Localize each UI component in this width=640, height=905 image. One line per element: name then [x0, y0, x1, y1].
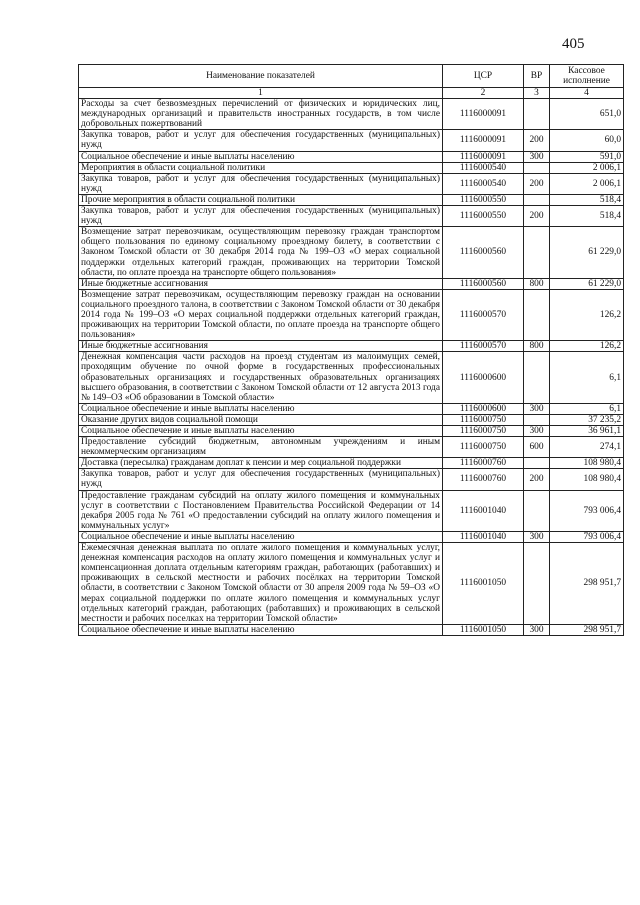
table-row	[79, 414, 624, 425]
row-amount: 61 229,0	[550, 227, 624, 278]
table-row	[79, 206, 624, 227]
row-amount: 108 980,4	[550, 458, 624, 469]
row-amount: 793 006,4	[550, 531, 624, 542]
header-csr: ЦСР	[443, 65, 524, 88]
header-row	[79, 65, 624, 88]
table-row	[79, 469, 624, 490]
row-vr	[524, 99, 550, 130]
row-vr	[524, 458, 550, 469]
budget-table	[78, 64, 624, 636]
table-row	[79, 624, 624, 635]
row-csr: 1116000540	[443, 173, 524, 194]
table-row	[79, 352, 624, 403]
row-name: Социальное обеспечение и иные выплаты населению	[79, 624, 443, 635]
row-name: Предоставление субсидий бюджетным, автономным учреждениям и иным некоммерческим организациям	[79, 437, 443, 458]
header-amount: Кассовое исполнение	[550, 65, 624, 88]
row-csr: 1116000091	[443, 151, 524, 162]
index-row	[79, 88, 624, 99]
row-csr: 1116000760	[443, 469, 524, 490]
row-amount: 274,1	[550, 437, 624, 458]
row-vr: 300	[524, 531, 550, 542]
row-csr: 1116001050	[443, 543, 524, 625]
row-amount: 126,2	[550, 289, 624, 340]
header-vr: ВР	[524, 65, 550, 88]
row-name: Социальное обеспечение и иные выплаты населению	[79, 151, 443, 162]
table-row	[79, 341, 624, 352]
table-row	[79, 278, 624, 289]
row-vr	[524, 289, 550, 340]
table-row	[79, 458, 624, 469]
row-vr: 200	[524, 206, 550, 227]
row-name: Денежная компенсация части расходов на проезд студентам из малоимущих семей, проходящим обучение по очной форме в государственных профессиональных образовательных организациях и государственных образовательных организациях высшего образования, в соответствии с Законом Томской области от 12 августа 2013 года № 149–ОЗ «Об образовании в Томской области»	[79, 352, 443, 403]
row-name: Закупка товаров, работ и услуг для обеспечения государственных (муниципальных) нужд	[79, 130, 443, 151]
row-name: Предоставление гражданам субсидий на оплату жилого помещения и коммунальных услуг в соответствии с Постановлением Правительства Российской Федерации от 14 декабря 2005 года № 761 «О предоставлении субсидий на оплату жилого помещения и коммунальных услуг»	[79, 490, 443, 531]
index-name: 1	[79, 88, 443, 99]
row-csr: 1116000600	[443, 352, 524, 403]
row-name: Мероприятия в области социальной политики	[79, 162, 443, 173]
row-vr: 300	[524, 151, 550, 162]
header-name: Наименование показателей	[79, 65, 443, 88]
row-csr: 1116000750	[443, 414, 524, 425]
row-amount: 60,0	[550, 130, 624, 151]
row-name: Закупка товаров, работ и услуг для обеспечения государственных (муниципальных) нужд	[79, 173, 443, 194]
row-amount: 793 006,4	[550, 490, 624, 531]
row-vr	[524, 490, 550, 531]
row-vr: 200	[524, 130, 550, 151]
row-amount: 518,4	[550, 206, 624, 227]
table-row	[79, 437, 624, 458]
row-vr: 300	[524, 624, 550, 635]
table-row	[79, 227, 624, 278]
row-name: Социальное обеспечение и иные выплаты населению	[79, 531, 443, 542]
row-vr	[524, 227, 550, 278]
row-csr: 1116000560	[443, 278, 524, 289]
row-amount: 6,1	[550, 403, 624, 414]
table-row	[79, 289, 624, 340]
page-number: 405	[562, 36, 585, 52]
row-amount: 298 951,7	[550, 543, 624, 625]
row-name: Возмещение затрат перевозчикам, осуществляющим перевозку граждан транспортом общего пользования по единому социальному проездному билету, в соответствии с Законом Томской области от 30 декабря 2014 года № 199–ОЗ «О мерах социальной поддержки отдельных категорий граждан, проживающих на территории Томской области, по оплате проезда на транспорте общего пользования»	[79, 227, 443, 278]
row-vr: 800	[524, 341, 550, 352]
row-vr	[524, 162, 550, 173]
row-csr: 1116000570	[443, 289, 524, 340]
row-amount: 591,0	[550, 151, 624, 162]
row-vr: 200	[524, 173, 550, 194]
row-name: Ежемесячная денежная выплата по оплате жилого помещения и коммунальных услуг, денежная компенсация расходов на оплату жилого помещения и коммунальных услуг и компенсационная доплата отдельным категориям граждан, работающих (работавших) и проживающих в сельской местности и рабочих посёлках на территории Томской области, в соответствии с Законом Томской области от 30 апреля 2009 года № 59–ОЗ «О мерах социальной поддержки по оплате жилого помещения и коммунальных услуг отдельных категорий граждан, работающих (работавших) и проживающих в сельской местности и рабочих поселках на территории Томской области»	[79, 543, 443, 625]
row-csr: 1116000750	[443, 437, 524, 458]
row-name: Закупка товаров, работ и услуг для обеспечения государственных (муниципальных) нужд	[79, 469, 443, 490]
table-row	[79, 194, 624, 205]
row-name: Социальное обеспечение и иные выплаты населению	[79, 426, 443, 437]
table-row	[79, 426, 624, 437]
row-csr: 1116000760	[443, 458, 524, 469]
row-amount: 126,2	[550, 341, 624, 352]
row-name: Доставка (пересылка) гражданам доплат к пенсии и мер социальной поддержки	[79, 458, 443, 469]
table-row	[79, 151, 624, 162]
row-amount: 6,1	[550, 352, 624, 403]
table-row	[79, 162, 624, 173]
table-row	[79, 130, 624, 151]
row-name: Прочие мероприятия в области социальной политики	[79, 194, 443, 205]
row-vr	[524, 194, 550, 205]
row-csr: 1116000560	[443, 227, 524, 278]
row-name: Иные бюджетные ассигнования	[79, 278, 443, 289]
row-amount: 108 980,4	[550, 469, 624, 490]
table-row	[79, 173, 624, 194]
row-amount: 651,0	[550, 99, 624, 130]
row-name: Иные бюджетные ассигнования	[79, 341, 443, 352]
row-amount: 36 961,1	[550, 426, 624, 437]
index-amount: 4	[550, 88, 624, 99]
index-vr: 3	[524, 88, 550, 99]
row-vr	[524, 543, 550, 625]
row-vr: 300	[524, 403, 550, 414]
row-csr: 1116000750	[443, 426, 524, 437]
table-row	[79, 403, 624, 414]
row-csr: 1116001050	[443, 624, 524, 635]
row-name: Социальное обеспечение и иные выплаты населению	[79, 403, 443, 414]
row-amount: 518,4	[550, 194, 624, 205]
row-vr: 200	[524, 469, 550, 490]
row-name: Оказание других видов социальной помощи	[79, 414, 443, 425]
table-body	[79, 99, 624, 636]
row-amount: 298 951,7	[550, 624, 624, 635]
row-vr: 600	[524, 437, 550, 458]
row-name: Закупка товаров, работ и услуг для обеспечения государственных (муниципальных) нужд	[79, 206, 443, 227]
row-csr: 1116000550	[443, 206, 524, 227]
row-csr: 1116001040	[443, 490, 524, 531]
row-name: Возмещение затрат перевозчикам, осуществляющим перевозку граждан на основании социального проездного талона, в соответствии с Законом Томской области от 30 декабря 2014 года № 199–ОЗ «О мерах социальной поддержки отдельных категорий граждан, проживающих на территории Томской области, по оплате проезда на транспорте общего пользования»	[79, 289, 443, 340]
row-amount: 61 229,0	[550, 278, 624, 289]
row-amount: 2 006,1	[550, 162, 624, 173]
table-row	[79, 99, 624, 130]
row-amount: 37 235,2	[550, 414, 624, 425]
row-vr	[524, 414, 550, 425]
index-csr: 2	[443, 88, 524, 99]
row-csr: 1116000091	[443, 99, 524, 130]
table-row	[79, 543, 624, 625]
row-csr: 1116001040	[443, 531, 524, 542]
row-csr: 1116000091	[443, 130, 524, 151]
table-row	[79, 490, 624, 531]
row-amount: 2 006,1	[550, 173, 624, 194]
table-row	[79, 531, 624, 542]
row-name: Расходы за счет безвозмездных перечислений от физических и юридических лиц, международных организаций и правительств иностранных государств, в том числе добровольных пожертвований	[79, 99, 443, 130]
row-vr: 300	[524, 426, 550, 437]
row-csr: 1116000550	[443, 194, 524, 205]
row-csr: 1116000600	[443, 403, 524, 414]
row-vr	[524, 352, 550, 403]
row-vr: 800	[524, 278, 550, 289]
row-csr: 1116000570	[443, 341, 524, 352]
row-csr: 1116000540	[443, 162, 524, 173]
